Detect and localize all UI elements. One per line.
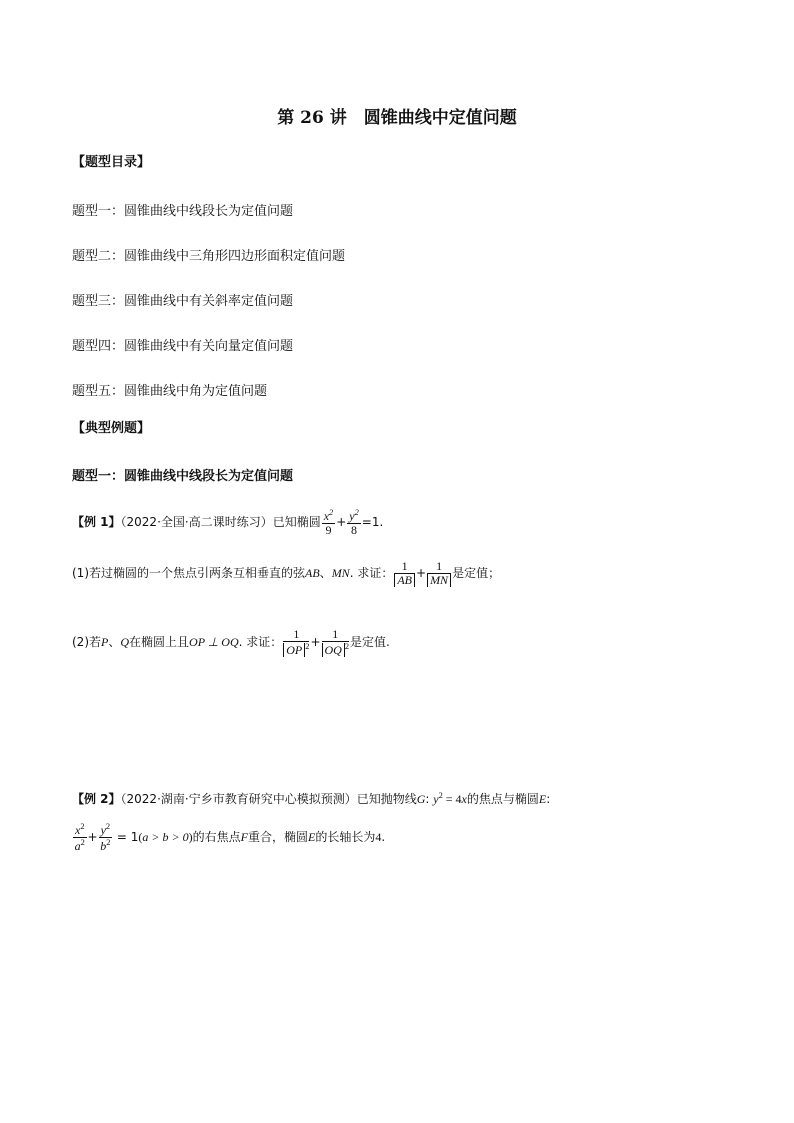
ex2-line2: $\frac{x^2}{a^2}$ + $\frac{y^2}{b^2}$ = 1(a > b > 0)的右焦点F重合，椭圆E的长轴长为4.: [74, 822, 386, 854]
section1-heading: 题型一：圆锥曲线中线段长为定值问题: [72, 469, 294, 484]
toc-heading: 【题型目录】: [72, 155, 151, 170]
toc-item-3: 题型三：圆锥曲线中有关斜率定值问题: [72, 294, 294, 309]
toc-item-4: 题型四：圆锥曲线中有关向量定值问题: [72, 339, 294, 354]
ex1-source: （2022·全国·高二课时练习）已知椭圆: [120, 515, 321, 530]
ex1-part1-prefix: (1)若过椭圆的一个焦点引两条互相垂直的弦: [72, 566, 305, 581]
toc-item-1: 题型一：圆锥曲线中线段长为定值问题: [72, 204, 294, 219]
ellipse-fraction-y-b: $\frac{y^2}{b^2}$: [100, 822, 111, 854]
ellipse-fraction-x-a: $\frac{x^2}{a^2}$: [74, 822, 85, 854]
fraction-1-over-mn: $\frac{1}{MN}$: [427, 560, 451, 587]
ellipse-fraction-y: $\frac{y^2}{8}$: [349, 508, 359, 538]
toc-item-5: 题型五：圆锥曲线中角为定值问题: [72, 384, 268, 399]
ex1-part2: (2)若P、Q在椭圆上且OP ⊥ OQ. 求证： $\frac{1}{OP ^2}$ + $\frac{1}{OQ ^2}$ 是定值.: [72, 627, 390, 658]
ex2-tag: 【例 2】: [72, 792, 121, 806]
ellipse-fraction-x: $\frac{x^2}{9}$: [323, 508, 334, 538]
toc-item-2: 题型二：圆锥曲线中三角形四边形面积定值问题: [72, 249, 346, 264]
fraction-1-over-op-squared: $\frac{1}{OP ^2}$: [283, 628, 309, 657]
ex1-part1: (1)若过椭圆的一个焦点引两条互相垂直的弦AB、MN. 求证： $\frac{1}{AB}$ + $\frac{1}{MN}$ 是定值；: [72, 559, 501, 588]
ex2-source: （2022·湖南·宁乡市教育研究中心模拟预测）已知抛物线: [120, 792, 417, 806]
examples-heading: 【典型例题】: [72, 421, 151, 436]
fraction-1-over-oq-squared: $\frac{1}{OQ ^2}$: [322, 628, 350, 657]
ex2-line1: 【例 2】（2022·湖南·宁乡市教育研究中心模拟预测）已知抛物线G: $y^2 = 4x$的焦点与椭圆E:: [72, 791, 551, 806]
page-title: 第 26 讲 圆锥曲线中定值问题: [277, 108, 517, 128]
ex1-intro: 【例 1】（2022·全国·高二课时练习）已知椭圆 $\frac{x^2}{9}$ + $\frac{y^2}{8}$ =1.: [72, 508, 384, 538]
ex1-part2-prefix: (2)若: [72, 635, 101, 650]
fraction-1-over-ab: $\frac{1}{AB}$: [394, 560, 415, 587]
ex1-tag: 【例 1】: [72, 515, 121, 530]
